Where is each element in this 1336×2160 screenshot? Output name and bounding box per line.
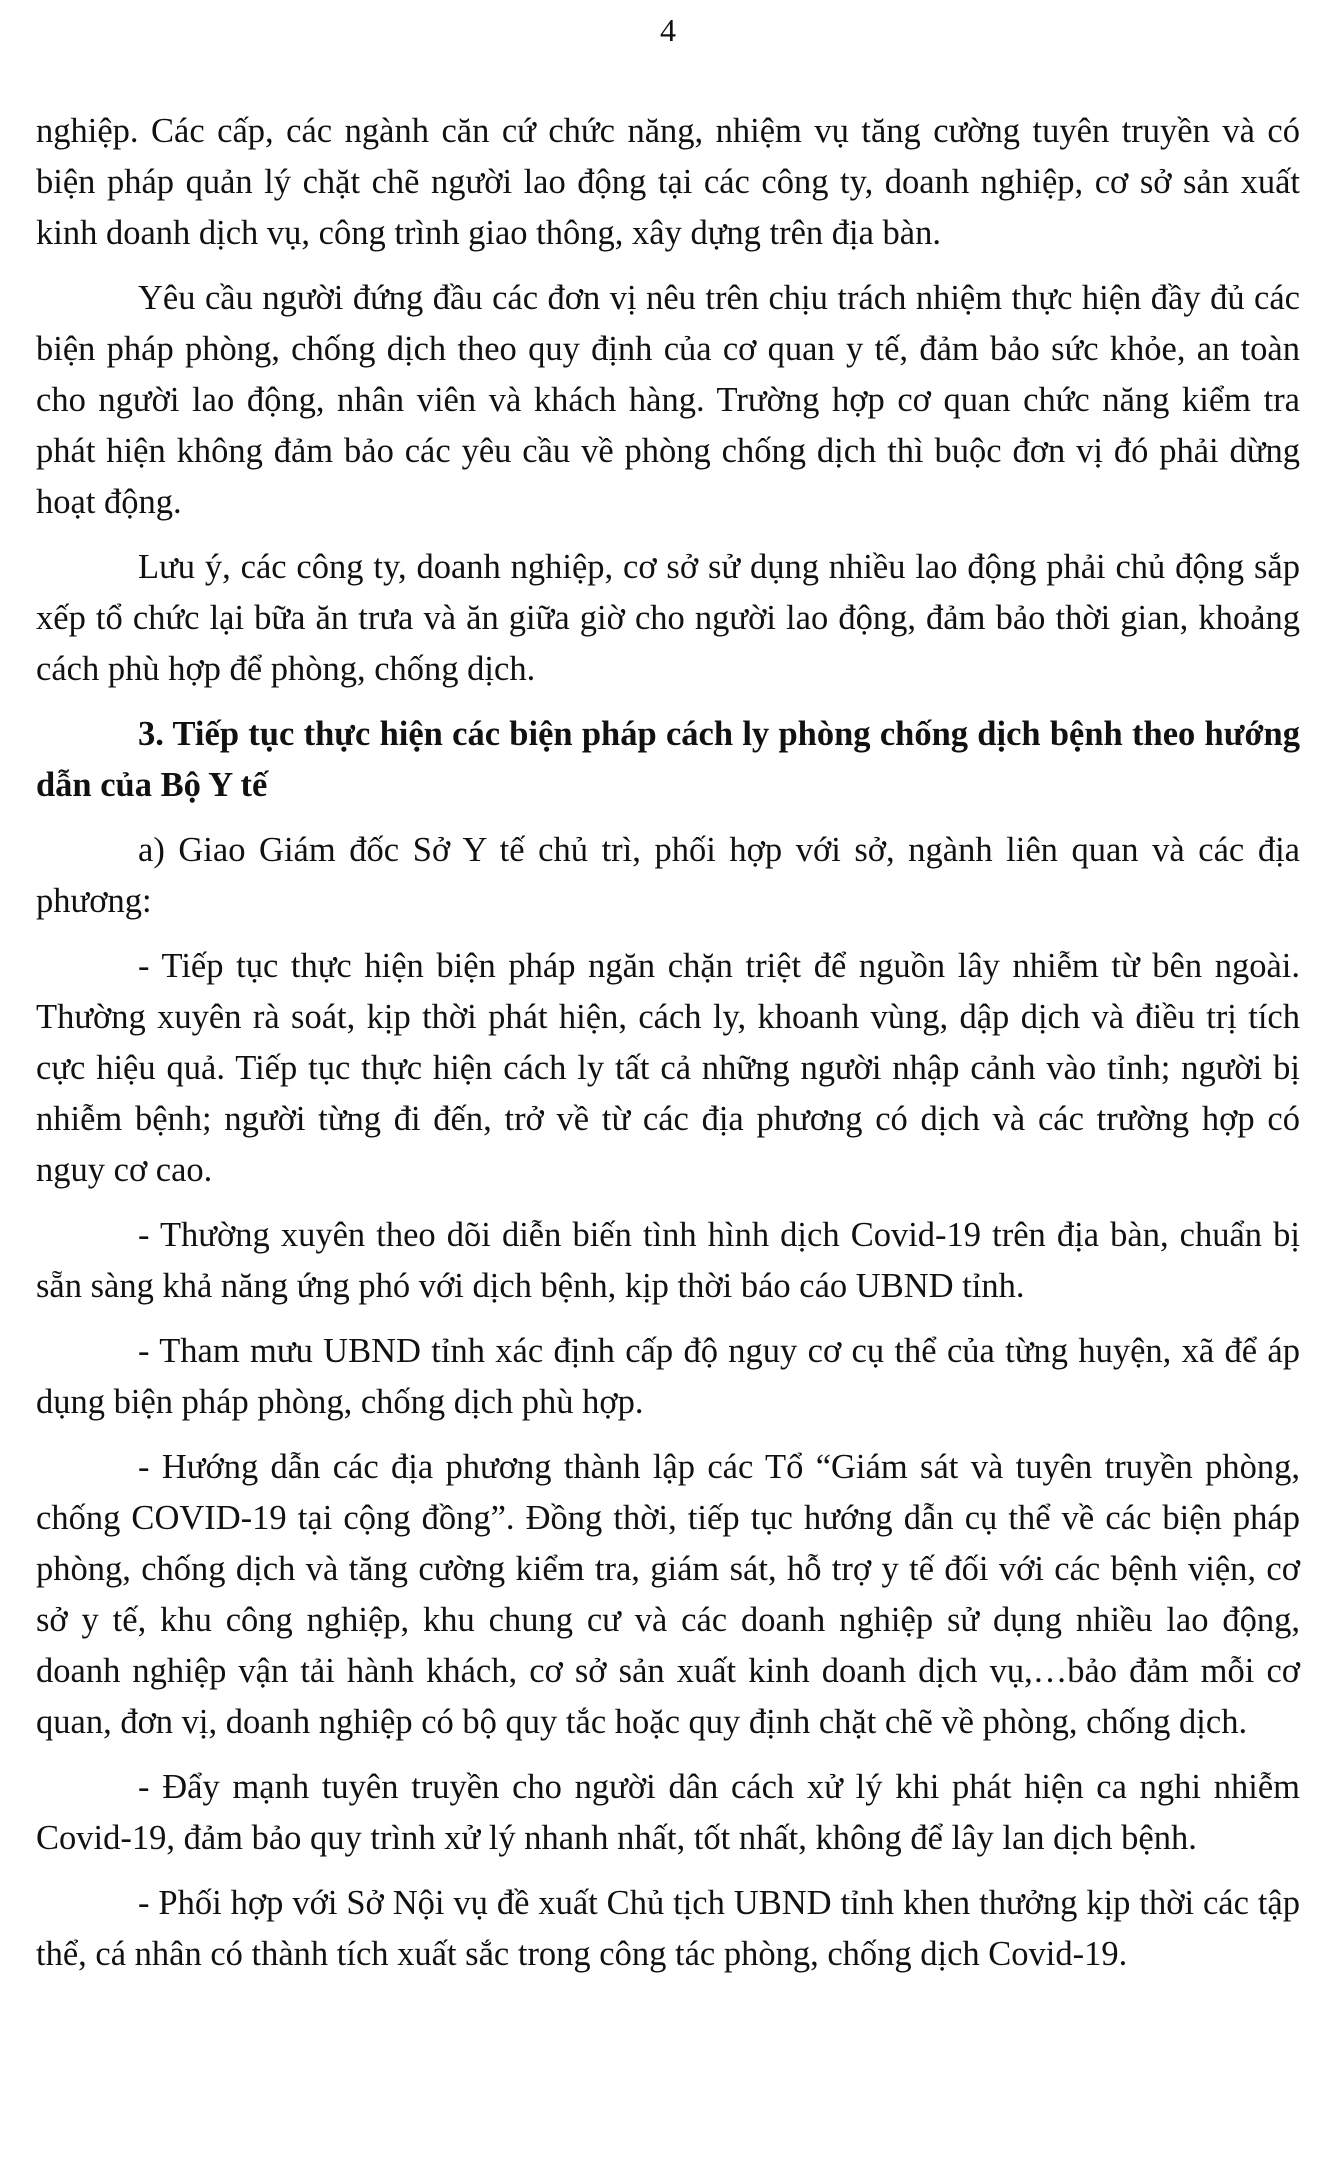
bullet-commendation: - Phối hợp với Sở Nội vụ đề xuất Chủ tịch UBND tỉnh khen thưởng kịp thời các tập thể, cá nhân có thành tích xuất sắc trong công tác phòng, chống dịch Covid-19. xyxy=(36,1884,1300,1973)
paragraph-item-a: a) Giao Giám đốc Sở Y tế chủ trì, phối hợp với sở, ngành liên quan và các địa phương: xyxy=(36,831,1300,920)
bullet-isolation-measures: - Tiếp tục thực hiện biện pháp ngăn chặn triệt để nguồn lây nhiễm từ bên ngoài. Thường xuyên rà soát, kịp thời phát hiện, cách ly, khoanh vùng, dập dịch và điều trị tích cực hiệu quả. Tiếp tục thực hiện cách ly tất cả những người nhập cảnh vào tỉnh; người bị nhiễm bệnh; người từng đi đến, trở về từ các địa phương có dịch và các trường hợp có nguy cơ cao. xyxy=(36,947,1300,1189)
section-heading-3: 3. Tiếp tục thực hiện các biện pháp cách ly phòng chống dịch bệnh theo hướng dẫn của Bộ Y tế xyxy=(36,715,1300,804)
page-number: 4 xyxy=(660,12,676,48)
bullet-monitor-situation: - Thường xuyên theo dõi diễn biến tình hình dịch Covid-19 trên địa bàn, chuẩn bị sẵn sàng khả năng ứng phó với dịch bệnh, kịp thời báo cáo UBND tỉnh. xyxy=(36,1216,1300,1305)
bullet-risk-level-advice: - Tham mưu UBND tỉnh xác định cấp độ nguy cơ cụ thể của từng huyện, xã để áp dụng biện pháp phòng, chống dịch phù hợp. xyxy=(36,1332,1300,1421)
paragraph-continued: nghiệp. Các cấp, các ngành căn cứ chức năng, nhiệm vụ tăng cường tuyên truyền và có biện pháp quản lý chặt chẽ người lao động tại các công ty, doanh nghiệp, cơ sở sản xuất kinh doanh dịch vụ, công trình giao thông, xây dựng trên địa bàn. xyxy=(36,112,1300,252)
paragraph-meal-arrangement-note: Lưu ý, các công ty, doanh nghiệp, cơ sở sử dụng nhiều lao động phải chủ động sắp xếp tổ chức lại bữa ăn trưa và ăn giữa giờ cho người lao động, đảm bảo thời gian, khoảng cách phù hợp để phòng, chống dịch. xyxy=(36,548,1300,688)
paragraph-unit-head-responsibility: Yêu cầu người đứng đầu các đơn vị nêu trên chịu trách nhiệm thực hiện đầy đủ các biện pháp phòng, chống dịch theo quy định của cơ quan y tế, đảm bảo sức khỏe, an toàn cho người lao động, nhân viên và khách hàng. Trường hợp cơ quan chức năng kiểm tra phát hiện không đảm bảo các yêu cầu về phòng chống dịch thì buộc đơn vị đó phải dừng hoạt động. xyxy=(36,279,1300,521)
bullet-public-awareness: - Đẩy mạnh tuyên truyền cho người dân cách xử lý khi phát hiện ca nghi nhiễm Covid-19, đảm bảo quy trình xử lý nhanh nhất, tốt nhất, không để lây lan dịch bệnh. xyxy=(36,1768,1300,1857)
bullet-community-teams: - Hướng dẫn các địa phương thành lập các Tổ “Giám sát và tuyên truyền phòng, chống COVID-19 tại cộng đồng”. Đồng thời, tiếp tục hướng dẫn cụ thể về các biện pháp phòng, chống dịch và tăng cường kiểm tra, giám sát, hỗ trợ y tế đối với các bệnh viện, cơ sở y tế, khu công nghiệp, khu chung cư và các doanh nghiệp sử dụng nhiều lao động, doanh nghiệp vận tải hành khách, cơ sở sản xuất kinh doanh dịch vụ,…bảo đảm mỗi cơ quan, đơn vị, doanh nghiệp có bộ quy tắc hoặc quy định chặt chẽ về phòng, chống dịch. xyxy=(36,1448,1300,1741)
document-body xyxy=(36,106,1300,1994)
